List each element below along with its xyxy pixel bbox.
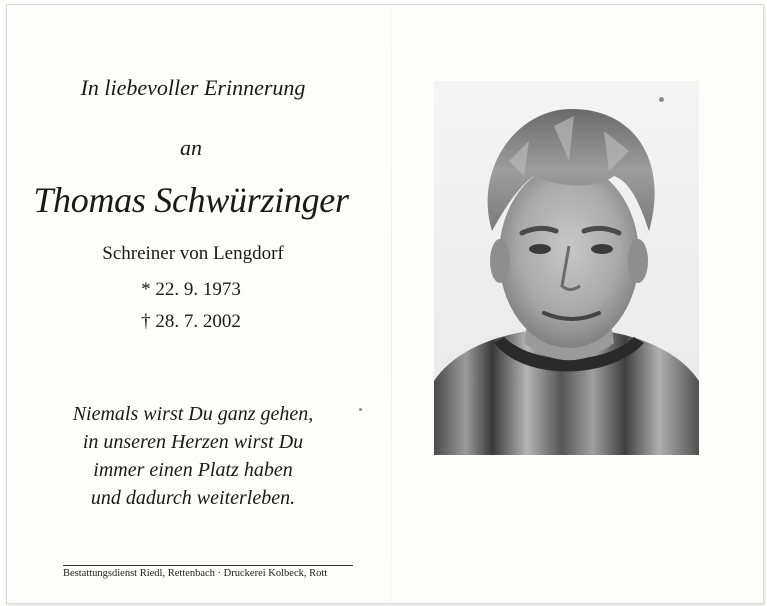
memorial-text-panel: [7, 5, 391, 603]
card-speck: [359, 408, 362, 411]
footer-divider: [63, 565, 353, 566]
card-fold-line: [391, 5, 392, 603]
card-speck: [659, 97, 664, 102]
verse-line-2: in unseren Herzen wirst Du: [82, 431, 304, 453]
birth-date: * 22. 9. 1973: [141, 279, 241, 300]
profession-text: Schreiner von Lengdorf: [102, 243, 284, 264]
death-date: † 28. 7. 2002: [141, 311, 241, 332]
memorial-card: [6, 4, 764, 604]
verse-line-3: immer einen Platz haben: [93, 459, 293, 481]
printer-credit: Bestattungsdienst Riedl, Rettenbach · Druckerei Kolbeck, Rott: [63, 568, 328, 579]
portrait-photo: [434, 81, 699, 455]
memory-heading: In liebevoller Erinnerung: [80, 75, 306, 100]
verse-line-4: und dadurch weiterleben.: [90, 487, 296, 509]
an-text: an: [180, 135, 202, 160]
deceased-name: Thomas Schwürzinger: [33, 180, 349, 220]
portrait-image: [434, 81, 699, 455]
verse-line-1: Niemals wirst Du ganz gehen,: [72, 403, 314, 425]
